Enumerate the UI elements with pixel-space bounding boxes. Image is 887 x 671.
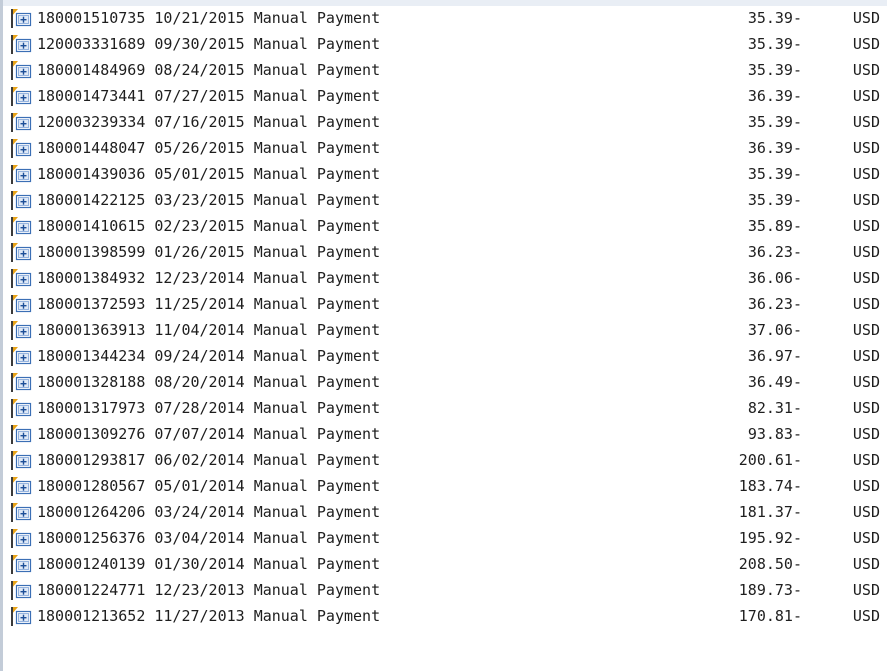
list-item[interactable] <box>4 5 887 31</box>
currency-code: USD <box>852 165 880 183</box>
payment-amount: 37.06- <box>747 321 802 339</box>
window-left-border <box>0 0 3 671</box>
list-item[interactable] <box>4 213 887 239</box>
posting-date: 07/27/2015 <box>154 87 245 105</box>
currency-code: USD <box>852 399 880 417</box>
posting-date: 11/27/2013 <box>154 607 245 625</box>
posting-date: 11/25/2014 <box>154 295 245 313</box>
payment-amount: 36.49- <box>747 373 802 391</box>
expand-node-icon[interactable] <box>11 476 33 496</box>
list-item[interactable] <box>4 57 887 83</box>
posting-date: 09/24/2014 <box>154 347 245 365</box>
payment-description: Manual Payment <box>253 9 381 27</box>
payment-description: Manual Payment <box>253 451 381 469</box>
document-number: 180001363913 <box>37 321 146 339</box>
payment-description: Manual Payment <box>253 269 381 287</box>
currency-code: USD <box>852 35 880 53</box>
posting-date: 05/01/2014 <box>154 477 245 495</box>
posting-date: 08/24/2015 <box>154 61 245 79</box>
list-item[interactable] <box>4 447 887 473</box>
posting-date: 08/20/2014 <box>154 373 245 391</box>
expand-node-icon[interactable] <box>11 60 33 80</box>
document-number: 180001309276 <box>37 425 146 443</box>
document-number: 180001293817 <box>37 451 146 469</box>
posting-date: 03/24/2014 <box>154 503 245 521</box>
expand-node-icon[interactable] <box>11 190 33 210</box>
document-number: 180001240139 <box>37 555 146 573</box>
payment-amount: 200.61- <box>738 451 802 469</box>
payment-amount: 36.23- <box>747 295 802 313</box>
payment-amount: 36.06- <box>747 269 802 287</box>
payment-description: Manual Payment <box>253 503 381 521</box>
currency-code: USD <box>852 503 880 521</box>
payment-amount: 208.50- <box>738 555 802 573</box>
expand-node-icon[interactable] <box>11 216 33 236</box>
currency-code: USD <box>852 243 880 261</box>
document-number: 180001344234 <box>37 347 146 365</box>
document-number: 180001410615 <box>37 217 146 235</box>
posting-date: 01/30/2014 <box>154 555 245 573</box>
document-number: 180001328188 <box>37 373 146 391</box>
posting-date: 06/02/2014 <box>154 451 245 469</box>
expand-node-icon[interactable] <box>11 86 33 106</box>
expand-node-icon[interactable] <box>11 112 33 132</box>
payment-description: Manual Payment <box>253 321 381 339</box>
list-item[interactable] <box>4 603 887 629</box>
list-item[interactable] <box>4 499 887 525</box>
payment-description: Manual Payment <box>253 165 381 183</box>
document-number: 180001510735 <box>37 9 146 27</box>
payment-amount: 35.39- <box>747 9 802 27</box>
expand-node-icon[interactable] <box>11 502 33 522</box>
payment-amount: 170.81- <box>738 607 802 625</box>
posting-date: 07/28/2014 <box>154 399 245 417</box>
payment-amount: 35.39- <box>747 165 802 183</box>
currency-code: USD <box>852 373 880 391</box>
expand-node-icon[interactable] <box>11 372 33 392</box>
list-item[interactable] <box>4 395 887 421</box>
posting-date: 07/16/2015 <box>154 113 245 131</box>
currency-code: USD <box>852 191 880 209</box>
posting-date: 03/04/2014 <box>154 529 245 547</box>
posting-date: 02/23/2015 <box>154 217 245 235</box>
document-number: 180001473441 <box>37 87 146 105</box>
document-number: 120003239334 <box>37 113 146 131</box>
currency-code: USD <box>852 607 880 625</box>
currency-code: USD <box>852 529 880 547</box>
currency-code: USD <box>852 425 880 443</box>
currency-code: USD <box>852 347 880 365</box>
payment-description: Manual Payment <box>253 399 381 417</box>
currency-code: USD <box>852 269 880 287</box>
currency-code: USD <box>852 321 880 339</box>
list-item[interactable] <box>4 31 887 57</box>
document-number: 180001280567 <box>37 477 146 495</box>
currency-code: USD <box>852 61 880 79</box>
payment-description: Manual Payment <box>253 61 381 79</box>
expand-node-icon[interactable] <box>11 450 33 470</box>
list-item[interactable] <box>4 473 887 499</box>
payment-description: Manual Payment <box>253 139 381 157</box>
list-item[interactable] <box>4 317 887 343</box>
currency-code: USD <box>852 451 880 469</box>
currency-code: USD <box>852 555 880 573</box>
expand-node-icon[interactable] <box>11 398 33 418</box>
payment-amount: 36.39- <box>747 87 802 105</box>
document-number: 180001372593 <box>37 295 146 313</box>
list-item[interactable] <box>4 369 887 395</box>
posting-date: 01/26/2015 <box>154 243 245 261</box>
currency-code: USD <box>852 581 880 599</box>
expand-node-icon[interactable] <box>11 528 33 548</box>
document-number: 180001256376 <box>37 529 146 547</box>
document-number: 180001398599 <box>37 243 146 261</box>
list-item[interactable] <box>4 187 887 213</box>
list-item[interactable] <box>4 577 887 603</box>
payment-description: Manual Payment <box>253 373 381 391</box>
document-number: 180001213652 <box>37 607 146 625</box>
payment-description: Manual Payment <box>253 555 381 573</box>
payment-amount: 35.39- <box>747 113 802 131</box>
list-item[interactable] <box>4 109 887 135</box>
payment-description: Manual Payment <box>253 581 381 599</box>
payment-description: Manual Payment <box>253 295 381 313</box>
document-number: 120003331689 <box>37 35 146 53</box>
list-item[interactable] <box>4 525 887 551</box>
expand-node-icon[interactable] <box>11 138 33 158</box>
payment-amount: 183.74- <box>738 477 802 495</box>
expand-node-icon[interactable] <box>11 242 33 262</box>
payment-amount: 93.83- <box>747 425 802 443</box>
expand-node-icon[interactable] <box>11 8 33 28</box>
posting-date: 03/23/2015 <box>154 191 245 209</box>
payment-amount: 35.39- <box>747 191 802 209</box>
payment-description: Manual Payment <box>253 217 381 235</box>
expand-node-icon[interactable] <box>11 34 33 54</box>
currency-code: USD <box>852 295 880 313</box>
posting-date: 11/04/2014 <box>154 321 245 339</box>
payment-description: Manual Payment <box>253 243 381 261</box>
document-number: 180001448047 <box>37 139 146 157</box>
expand-node-icon[interactable] <box>11 606 33 626</box>
payment-amount: 35.39- <box>747 35 802 53</box>
posting-date: 09/30/2015 <box>154 35 245 53</box>
payment-description: Manual Payment <box>253 529 381 547</box>
document-number: 180001439036 <box>37 165 146 183</box>
payment-description: Manual Payment <box>253 347 381 365</box>
payment-description: Manual Payment <box>253 607 381 625</box>
payment-amount: 195.92- <box>738 529 802 547</box>
expand-node-icon[interactable] <box>11 346 33 366</box>
list-item[interactable] <box>4 421 887 447</box>
posting-date: 05/01/2015 <box>154 165 245 183</box>
list-item[interactable] <box>4 161 887 187</box>
payment-amount: 35.39- <box>747 61 802 79</box>
payment-description: Manual Payment <box>253 87 381 105</box>
expand-node-icon[interactable] <box>11 164 33 184</box>
posting-date: 12/23/2013 <box>154 581 245 599</box>
payment-amount: 36.97- <box>747 347 802 365</box>
posting-date: 10/21/2015 <box>154 9 245 27</box>
expand-node-icon[interactable] <box>11 424 33 444</box>
document-number: 180001484969 <box>37 61 146 79</box>
payment-amount: 181.37- <box>738 503 802 521</box>
posting-date: 07/07/2014 <box>154 425 245 443</box>
expand-node-icon[interactable] <box>11 580 33 600</box>
payment-list <box>4 5 887 629</box>
expand-node-icon[interactable] <box>11 268 33 288</box>
payment-amount: 36.23- <box>747 243 802 261</box>
payment-description: Manual Payment <box>253 477 381 495</box>
list-item[interactable] <box>4 551 887 577</box>
document-number: 180001384932 <box>37 269 146 287</box>
currency-code: USD <box>852 87 880 105</box>
payment-description: Manual Payment <box>253 35 381 53</box>
list-item[interactable] <box>4 135 887 161</box>
expand-node-icon[interactable] <box>11 294 33 314</box>
currency-code: USD <box>852 217 880 235</box>
payment-description: Manual Payment <box>253 425 381 443</box>
document-number: 180001264206 <box>37 503 146 521</box>
list-item[interactable] <box>4 291 887 317</box>
currency-code: USD <box>852 139 880 157</box>
list-item[interactable] <box>4 83 887 109</box>
list-item[interactable] <box>4 343 887 369</box>
payment-amount: 36.39- <box>747 139 802 157</box>
document-number: 180001224771 <box>37 581 146 599</box>
payment-description: Manual Payment <box>253 113 381 131</box>
document-number: 180001317973 <box>37 399 146 417</box>
currency-code: USD <box>852 477 880 495</box>
document-number: 180001422125 <box>37 191 146 209</box>
currency-code: USD <box>852 113 880 131</box>
expand-node-icon[interactable] <box>11 320 33 340</box>
list-item[interactable] <box>4 239 887 265</box>
posting-date: 12/23/2014 <box>154 269 245 287</box>
posting-date: 05/26/2015 <box>154 139 245 157</box>
payment-amount: 82.31- <box>747 399 802 417</box>
payment-amount: 189.73- <box>738 581 802 599</box>
list-item[interactable] <box>4 265 887 291</box>
currency-code: USD <box>852 9 880 27</box>
payment-description: Manual Payment <box>253 191 381 209</box>
payment-amount: 35.89- <box>747 217 802 235</box>
expand-node-icon[interactable] <box>11 554 33 574</box>
